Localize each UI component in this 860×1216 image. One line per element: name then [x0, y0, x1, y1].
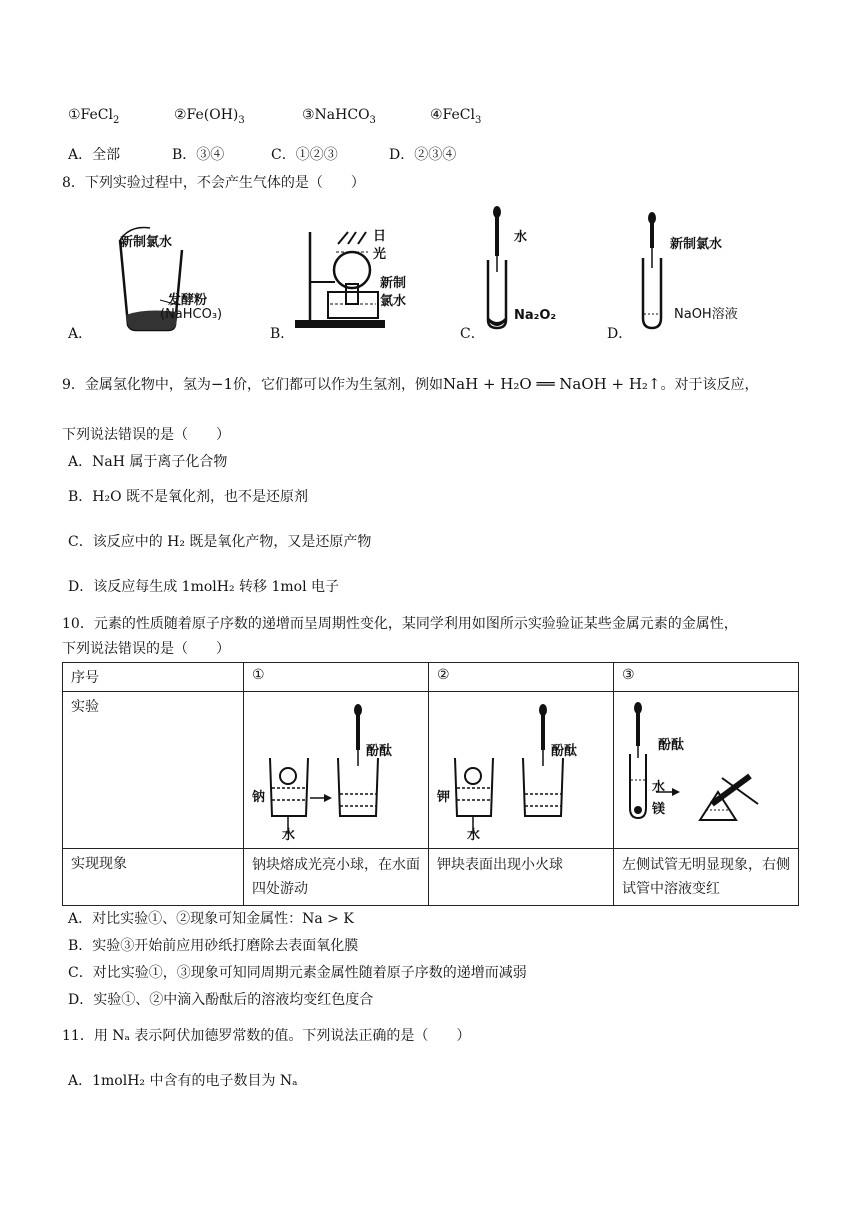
q7-option-1: ①FeCl$_2$ — [68, 107, 120, 126]
q11-option-a: A．1molH₂ 中含有的电子数目为 Nₐ — [68, 1073, 298, 1089]
experiment-1-figure — [252, 696, 420, 842]
q8-fig-b-label-sun1: 日 — [373, 229, 387, 244]
q8-fig-d-label-naoh: NaOH溶液 — [674, 307, 738, 322]
q9-option-a: A．NaH 属于离子化合物 — [68, 454, 228, 470]
q8-fig-c-letter: C． — [460, 326, 485, 342]
q8-stem: 8．下列实验过程中，不会产生气体的是（ ） — [62, 175, 365, 191]
q7-choice-d: D．②③④ — [389, 147, 457, 163]
experiment-1-water: 水 — [282, 828, 296, 843]
q9-stem: 9．金属氢化物中，氢为−1价，它们都可以作为生氢剂，例如NaH + H₂O ══ NaOH + H₂↑。对于该反应， — [62, 375, 759, 393]
q8-fig-a-label-formula: (NaHCO₃) — [160, 307, 223, 322]
q8-fig-b-label-water2: 氯水 — [380, 294, 407, 309]
q7-option-4: ④FeCl$_3$ — [430, 107, 482, 126]
q7-choice-a: A．全部 — [68, 147, 121, 163]
table-header-3: ③ — [614, 663, 799, 692]
q7-choice-c: C．①②③ — [271, 147, 338, 163]
table-cell-fig-3 — [614, 692, 799, 849]
q8-fig-c-label-reagent: Na₂O₂ — [514, 308, 557, 323]
experiment-3-indicator: 酚酞 — [658, 738, 685, 753]
q10-stem-1: 10．元素的性质随着原子序数的递增而呈周期性变化，某同学利用如图所示实验验证某些金属元素的金属性， — [62, 616, 738, 632]
q8-fig-a-label-powder: 发酵粉 — [168, 293, 208, 308]
table-row-phenomenon — [63, 849, 799, 906]
q7-option-2: $②Fe(OH)_3$ — [174, 107, 245, 126]
q10-option-b: B．实验③开始前应用砂纸打磨除去表面氧化膜 — [68, 938, 359, 954]
q8-fig-a-label-water: 新制氯水 — [120, 235, 173, 250]
table-cell-experiment-label: 实验 — [63, 692, 244, 849]
q11-stem: 11．用 Nₐ 表示阿伏加德罗常数的值。下列说法正确的是（ ） — [62, 1028, 471, 1044]
table-cell-fig-1 — [244, 692, 429, 849]
q10-option-d: D．实验①、②中滴入酚酞后的溶液均变红色度合 — [68, 992, 374, 1008]
table-header-2: ② — [429, 663, 614, 692]
experiment-3-water: 水 — [652, 780, 666, 795]
q9-option-c: C．该反应中的 H₂ 既是氧化产物，又是还原产物 — [68, 534, 372, 550]
experiment-2-indicator: 酚酞 — [551, 744, 578, 759]
table-cell-fig-2 — [429, 692, 614, 849]
q8-fig-b-label-water1: 新制 — [380, 276, 407, 291]
experiment-2-figure — [437, 696, 605, 842]
q9-option-b: B．H₂O 既不是氧化剂，也不是还原剂 — [68, 489, 309, 505]
q8-fig-d-letter: D． — [607, 326, 633, 342]
experiment-2-metal: 钾 — [437, 790, 451, 805]
experiment-3-figure — [622, 696, 790, 842]
table-cell-phenomenon-1: 钠块熔成光亮小球，在水面四处游动 — [244, 849, 429, 906]
experiment-2-water: 水 — [467, 828, 481, 843]
q10-option-c: C．对比实验①，③现象可知同周期元素金属性随着原子序数的递增而减弱 — [68, 965, 527, 981]
q8-fig-b-letter: B． — [270, 326, 295, 342]
experiment-1-metal: 钠 — [252, 790, 266, 805]
experiment-1-indicator: 酚酞 — [366, 744, 393, 759]
table-header-index: 序号 — [63, 663, 244, 692]
q8-fig-c-label-water: 水 — [514, 230, 528, 245]
q8-fig-b-label-sun2: 光 — [373, 247, 387, 262]
experiment-3-metal: 镁 — [652, 802, 666, 817]
q10-stem-2: 下列说法错误的是（ ） — [62, 641, 230, 657]
q8-fig-a-letter: A． — [68, 326, 93, 342]
table-cell-phenomenon-3: 左侧试管无明显现象，右侧试管中溶液变红 — [614, 849, 799, 906]
q9-option-d: D．该反应每生成 1molH₂ 转移 1mol 电子 — [68, 579, 340, 595]
table-row-experiment — [63, 692, 799, 849]
q8-fig-d-label-water: 新制氯水 — [670, 237, 723, 252]
table-header-row — [63, 663, 799, 692]
q7-option-3: ③NaHCO$_3$ — [302, 107, 376, 126]
q9-stem-2: 下列说法错误的是（ ） — [62, 427, 230, 443]
table-cell-phenomenon-2: 钾块表面出现小火球 — [429, 849, 614, 906]
q10-experiment-table — [62, 662, 799, 906]
table-cell-phenomenon-label: 实现现象 — [63, 849, 244, 906]
q10-option-a: A．对比实验①、②现象可知金属性：Na > K — [68, 911, 354, 927]
q7-choice-b: B．③④ — [172, 147, 225, 163]
table-header-1: ① — [244, 663, 429, 692]
